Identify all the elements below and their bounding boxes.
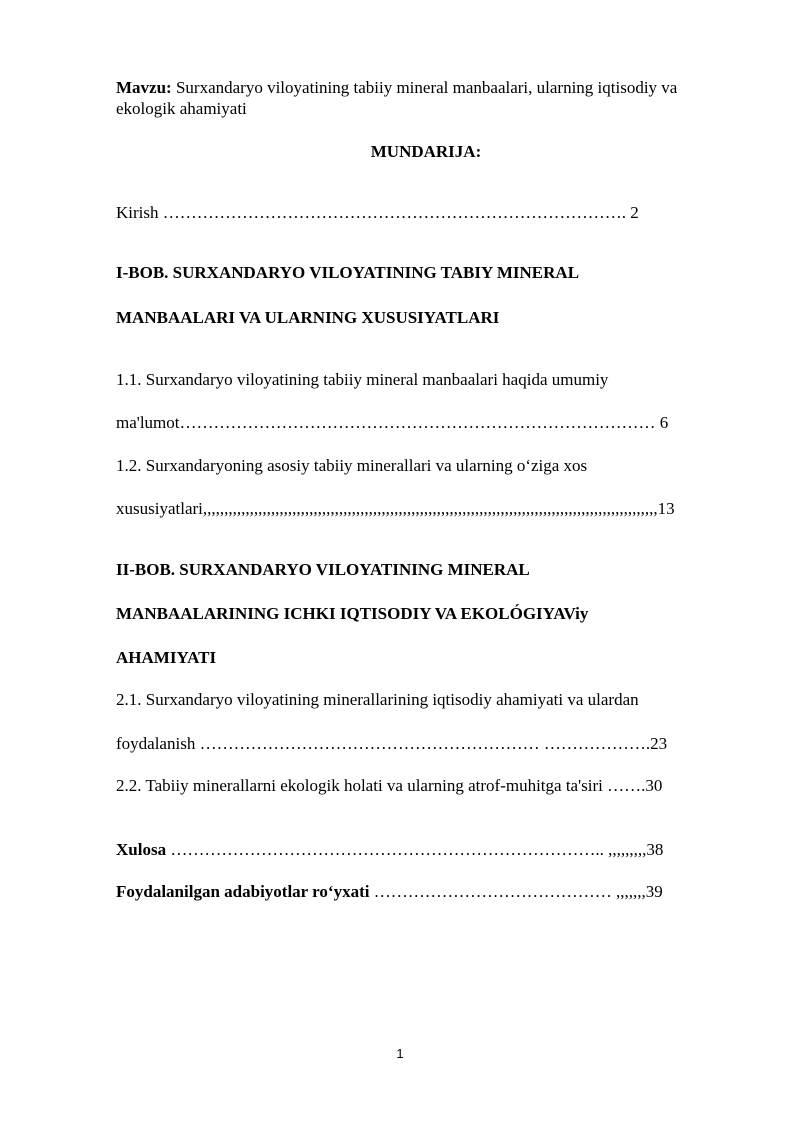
toc-entry-conclusion: [116, 839, 663, 861]
references-label: Foydalanilgan adabiyotlar ro‘yxati: [116, 882, 370, 901]
toc-entry-references: [116, 881, 663, 903]
chapter-2-heading-line-2: MANBAALARINING ICHKI IQTISODIY VA EKOLÓGIYAViy: [116, 604, 589, 623]
references-leader: …………………………………… ,,,,,,,39: [369, 882, 663, 901]
chapter-1-heading-line-2: MANBAALARI VA ULARNING XUSUSIYATLARI: [116, 308, 500, 327]
chapter-1-heading-line-1: I-BOB. SURXANDARYO VILOYATINING TABIY MINERAL: [116, 263, 580, 282]
toc-title: MUNDARIJA:: [370, 142, 482, 161]
toc-entry-1-1-line-1: 1.1. Surxandaryo viloyatining tabiiy mineral manbaalari haqida umumiy: [116, 370, 609, 389]
chapter-2-heading-line-1: II-BOB. SURXANDARYO VILOYATINING MINERAL: [116, 560, 530, 579]
topic-line-2: ekologik ahamiyati: [116, 99, 247, 118]
toc-entry-1-2-line-2: xususiyatlari,,,,,,,,,,,,,,,,,,,,,,,,,,,,,,,,,,,,,,,,,,,,,,,,,,,,,,,,,,,,,,,,,,,,,,,,,,,,,,,,,,,,,,,,,,,,,,,,,,,,,,,,,,,13: [116, 499, 675, 518]
toc-entry-2-1-line-2: foydalanish …………………………………………………… ……………….23: [116, 734, 668, 753]
toc-entry-1-2-line-1: 1.2. Surxandaryoning asosiy tabiiy minerallari va ularning o‘ziga xos: [116, 456, 588, 475]
toc-entry-intro: Kirish ………………………………………………………………………. 2: [116, 203, 639, 222]
conclusion-leader: ………………………………………………………………….. ,,,,,,,,,38: [166, 840, 664, 859]
page-number: 1: [396, 1046, 404, 1061]
topic-line-1: [116, 77, 677, 99]
toc-entry-1-1-line-2: ma'lumot………………………………………………………………………… 6: [116, 413, 669, 432]
topic-text: Surxandaryo viloyatining tabiiy mineral manbaalari, ularning iqtisodiy va: [171, 78, 678, 97]
toc-entry-2-1-line-1: 2.1. Surxandaryo viloyatining minerallarining iqtisodiy ahamiyati va ulardan: [116, 690, 639, 709]
chapter-2-heading-line-3: AHAMIYATI: [116, 648, 217, 667]
conclusion-label: Xulosa: [116, 840, 167, 859]
topic-label: Mavzu:: [116, 78, 172, 97]
toc-entry-2-2: 2.2. Tabiiy minerallarni ekologik holati va ularning atrof-muhitga ta'siri …….30: [116, 776, 663, 795]
